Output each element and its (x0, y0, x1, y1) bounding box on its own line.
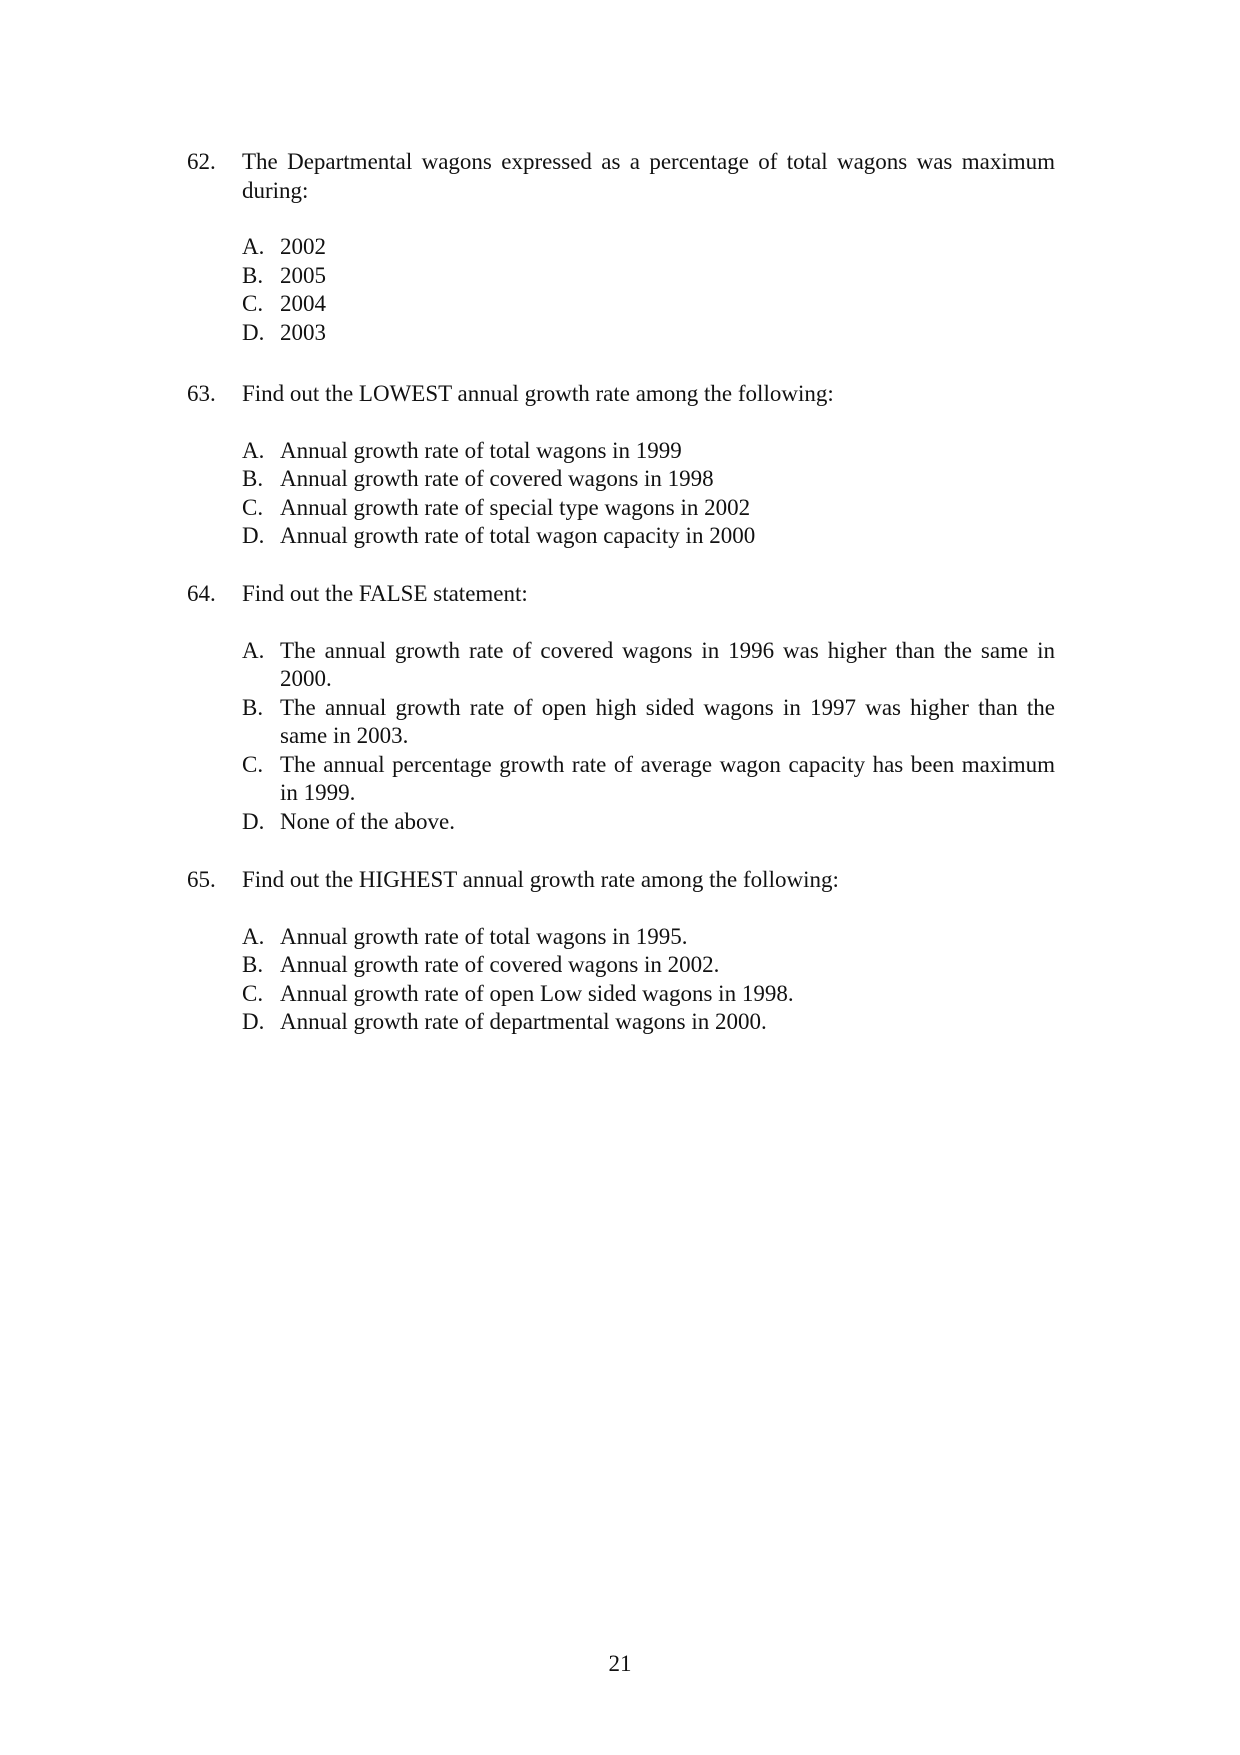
option-list (187, 923, 1055, 1037)
option-letter: A. (242, 234, 265, 259)
option-b (242, 694, 1055, 751)
option-text: The annual percentage growth rate of average wagon capacity has been maximum in 1999. (280, 751, 1055, 805)
question-64 (187, 580, 1055, 836)
page-number: 21 (608, 1651, 632, 1676)
question-number: 65. (187, 867, 216, 892)
question-stem (187, 580, 1055, 609)
option-c (242, 980, 1055, 1009)
option-b (242, 465, 1055, 494)
option-c (242, 290, 1055, 319)
option-d (242, 522, 1055, 551)
option-letter: C. (242, 751, 264, 777)
option-text: The annual growth rate of covered wagons in 1996 was higher than the same in 2000. (280, 637, 1055, 691)
option-c (242, 751, 1055, 808)
option-text: Annual growth rate of open Low sided wagons in 1998. (280, 980, 794, 1006)
option-d (242, 808, 1055, 837)
question-text: Find out the FALSE statement: (242, 581, 528, 606)
option-text: 2003 (280, 319, 326, 345)
question-stem (187, 866, 1055, 895)
question-62 (187, 148, 1055, 347)
option-letter: A. (242, 437, 265, 463)
option-letter: B. (242, 466, 264, 491)
option-b (242, 262, 1055, 291)
option-letter: B. (242, 262, 264, 288)
option-letter: C. (242, 980, 264, 1006)
option-text: 2004 (280, 291, 326, 316)
option-a (242, 437, 1055, 466)
option-list (187, 637, 1055, 837)
option-d (242, 1008, 1055, 1037)
option-letter: B. (242, 694, 264, 720)
option-text: Annual growth rate of special type wagons in 2002 (280, 494, 751, 520)
option-letter: D. (242, 319, 265, 345)
option-letter: C. (242, 494, 264, 520)
option-a (242, 923, 1055, 952)
option-d (242, 319, 1055, 348)
question-number: 64. (187, 581, 216, 606)
option-text: 2002 (280, 234, 326, 259)
question-65 (187, 866, 1055, 1037)
option-a (242, 637, 1055, 694)
option-text: Annual growth rate of total wagons in 1999 (280, 437, 682, 463)
question-text: Find out the HIGHEST annual growth rate among the following: (242, 867, 839, 892)
option-text: Annual growth rate of total wagons in 1995. (280, 923, 688, 949)
question-stem (187, 380, 1055, 409)
option-letter: D. (242, 808, 265, 834)
option-list (187, 233, 1055, 347)
option-text: Annual growth rate of total wagon capacity in 2000 (280, 523, 756, 548)
option-letter: A. (242, 923, 265, 949)
option-text: Annual growth rate of departmental wagons in 2000. (280, 1009, 767, 1034)
option-text: The annual growth rate of open high sided wagons in 1997 was higher than the same in 2003. (280, 694, 1055, 748)
option-text: None of the above. (280, 808, 455, 834)
option-b (242, 951, 1055, 980)
option-text: 2005 (280, 262, 326, 288)
option-letter: B. (242, 952, 264, 977)
option-a (242, 233, 1055, 262)
option-c (242, 494, 1055, 523)
option-text: Annual growth rate of covered wagons in 2002. (280, 952, 720, 977)
option-letter: D. (242, 523, 265, 548)
question-number: 63. (187, 381, 216, 406)
question-text: Find out the LOWEST annual growth rate among the following: (242, 381, 834, 406)
option-text: Annual growth rate of covered wagons in 1998 (280, 466, 714, 491)
option-letter: A. (242, 637, 265, 663)
option-letter: C. (242, 291, 264, 316)
question-63 (187, 380, 1055, 551)
question-stem (187, 148, 1055, 205)
option-list (187, 437, 1055, 551)
question-text: The Departmental wagons expressed as a percentage of total wagons was maximum during: (242, 149, 1055, 203)
option-letter: D. (242, 1009, 265, 1034)
question-number: 62. (187, 149, 216, 174)
